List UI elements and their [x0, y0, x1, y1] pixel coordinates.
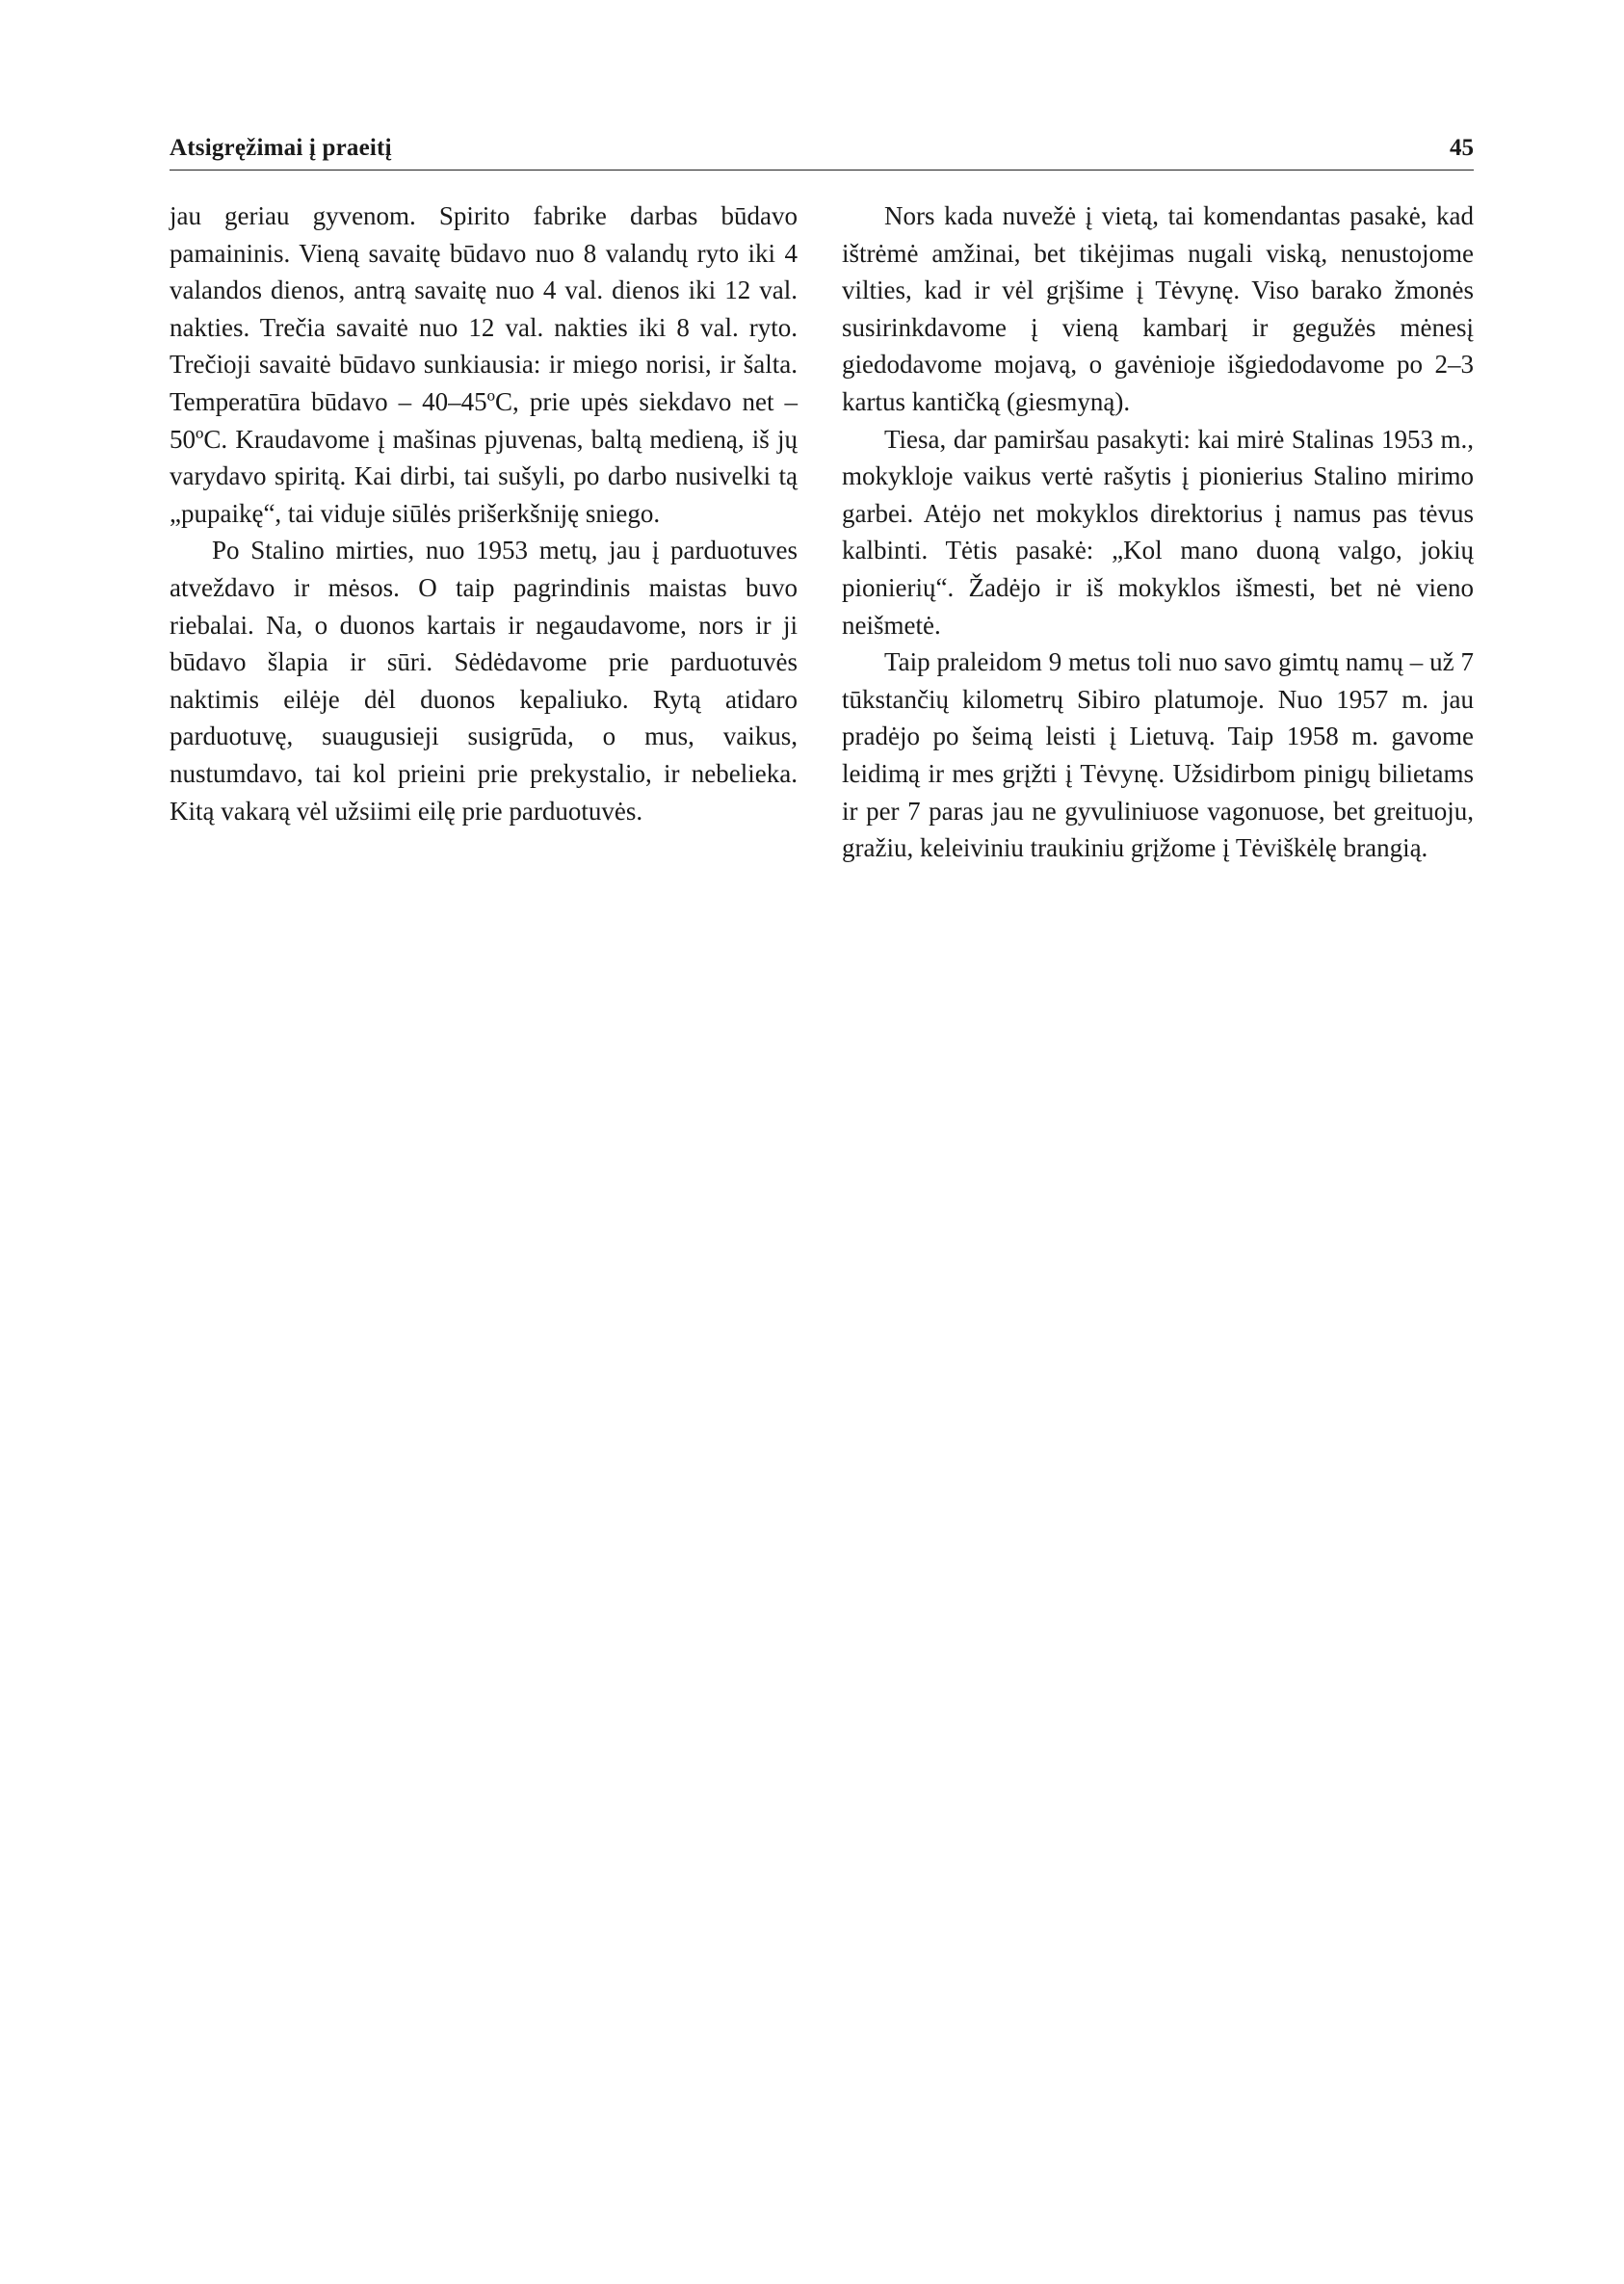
paragraph: jau geriau gyvenom. Spirito fabrike darbas būdavo pamaininis. Vieną savaitę būdavo nuo 8 valandų ryto iki 4 valandos dienos, antrą savaitę nuo 4 val. dienos iki 12 val. nakties. Trečia savaitė nuo 12 val. nakties iki 8 val. ryto. Trečioji savaitė būdavo sunkiausia: ir miego norisi, ir šalta. Temperatūra būdavo – 40–45ºC, prie upės siekdavo net –50ºC. Kraudavome į mašinas pjuvenas, baltą medieną, iš jų varydavo spiritą. Kai dirbi, tai sušyli, po darbo nusivelki tą „pupaikę“, tai viduje siūlės prišerkšniję sniego. [170, 201, 798, 528]
paragraph: Nors kada nuvežė į vietą, tai komendantas pasakė, kad ištrėmė amžinai, bet tikėjimas nugali viską, nenustojome vilties, kad ir vėl grįšime į Tėvynę. Viso barako žmonės susirinkdavome į vieną kambarį ir gegužės mėnesį giedodavome mojavą, o gavėnioje išgiedodavome po 2–3 kartus kantičką (giesmyną). [842, 201, 1474, 416]
paragraph: Taip praleidom 9 metus toli nuo savo gimtų namų – už 7 tūkstančių kilometrų Sibiro platumoje. Nuo 1957 m. jau pradėjo po šeimą leisti į Lietuvą. Taip 1958 m. gavome leidimą ir mes grįžti į Tėvynę. Užsidirbom pinigų bilietams ir per 7 paras jau ne gyvuliniuose vagonuose, bet greituoju, gražiu, keleiviniu traukiniu grįžome į Tėviškėlę brangią. [842, 647, 1474, 863]
running-header [170, 129, 1474, 171]
paragraph: Po Stalino mirties, nuo 1953 metų, jau į parduotuves atveždavo ir mėsos. O taip pagrindinis maistas buvo riebalai. Na, o duonos kartais ir negaudavome, nors ir ji būdavo šlapia ir sūri. Sėdėdavome prie parduotuvės naktimis eilėje dėl duonos kepaliuko. Rytą atidaro parduotuvę, suaugusieji susigrūda, o mus, vaikus, nustumdavo, tai kol prieini prie prekystalio, ir nebelieka. Kitą vakarą vėl užsiimi eilę prie parduotuvės. [170, 536, 798, 826]
left-text-column [170, 197, 798, 829]
page-number: 45 [1450, 135, 1474, 161]
running-header-title: Atsigręžimai į praeitį [170, 135, 392, 161]
right-text-column [842, 197, 1474, 867]
paragraph: Tiesa, dar pamiršau pasakyti: kai mirė Stalinas 1953 m., mokykloje vaikus vertė rašytis į pionierius Stalino mirimo garbei. Atėjo net mokyklos direktorius į namus pas tėvus kalbinti. Tėtis pasakė: „Kol mano duoną valgo, jokių pionierių“. Žadėjo ir iš mokyklos išmesti, bet nė vieno neišmetė. [842, 424, 1474, 640]
